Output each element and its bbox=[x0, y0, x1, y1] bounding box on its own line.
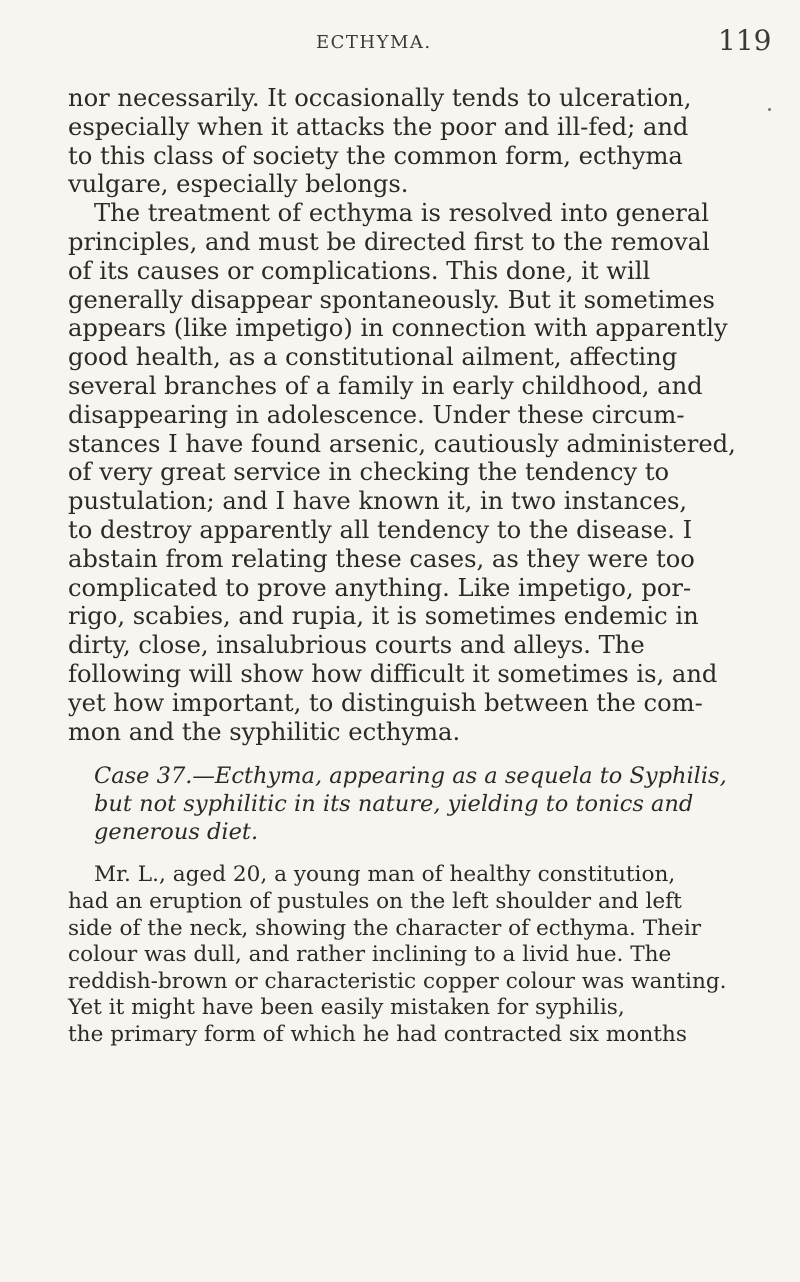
text-line: Yet it might have been easily mistaken for syphilis, bbox=[68, 995, 625, 1021]
text-line: nor necessarily. It occasionally tends to ulceration, bbox=[68, 84, 692, 112]
text-line: of very great service in checking the tendency to bbox=[68, 458, 670, 487]
case-heading-line: generous diet. bbox=[94, 819, 259, 846]
text-line: The treatment of ecthyma is resolved into general bbox=[94, 199, 710, 228]
text-line: the primary form of which he had contracted six months bbox=[68, 1021, 687, 1047]
text-line: disappearing in adolescence. Under these circum- bbox=[68, 400, 685, 429]
text-line: of its causes or complications. This done, it will bbox=[68, 256, 651, 285]
text-line: abstain from relating these cases, as they were too bbox=[68, 544, 695, 573]
text-line: dirty, close, insalubrious courts and alleys. The bbox=[68, 631, 645, 660]
text-line: colour was dull, and rather inclining to a livid hue. The bbox=[68, 942, 672, 968]
text-line: following will show how difficult it sometimes is, and bbox=[68, 659, 718, 688]
page-number: 119 bbox=[718, 24, 772, 57]
text-line: to destroy apparently all tendency to the disease. I bbox=[68, 515, 693, 544]
text-line: appears (like impetigo) in connection with apparently bbox=[68, 314, 728, 343]
case-heading-line: Case 37.—Ecthyma, appearing as a sequela to Syphilis, bbox=[94, 763, 727, 790]
running-head-title: ECTHYMA. bbox=[316, 32, 432, 53]
text-line: had an eruption of pustules on the left shoulder and left bbox=[68, 888, 682, 914]
text-line: principles, and must be directed first to the removal bbox=[68, 227, 710, 256]
text-line: reddish-brown or characteristic copper colour was wanting. bbox=[68, 968, 727, 994]
text-line: to this class of society the common form, ecthyma bbox=[68, 141, 683, 170]
text-line: generally disappear spontaneously. But it sometimes bbox=[68, 285, 715, 314]
case-heading-line: but not syphilitic in its nature, yielding to tonics and bbox=[94, 791, 694, 818]
text-line: stances I have found arsenic, cautiously administered, bbox=[68, 429, 736, 458]
text-line: several branches of a family in early childhood, and bbox=[68, 371, 703, 400]
text-line: rigo, scabies, and rupia, it is sometimes endemic in bbox=[68, 602, 699, 631]
text-line: Mr. L., aged 20, a young man of healthy constitution, bbox=[94, 862, 676, 888]
text-line: yet how important, to distinguish between the com- bbox=[68, 688, 703, 717]
text-line: pustulation; and I have known it, in two instances, bbox=[68, 487, 688, 516]
text-line: complicated to prove anything. Like impetigo, por- bbox=[68, 573, 692, 602]
text-line: mon and the syphilitic ecthyma. bbox=[68, 717, 461, 746]
text-line: especially when it attacks the poor and ill-fed; and bbox=[68, 112, 689, 141]
text-line: good health, as a constitutional ailment, affecting bbox=[68, 343, 678, 372]
margin-mark bbox=[768, 108, 771, 111]
text-line: side of the neck, showing the character of ecthyma. Their bbox=[68, 915, 702, 941]
text-line: vulgare, especially belongs. bbox=[68, 170, 409, 199]
body-text bbox=[68, 84, 768, 1048]
running-head bbox=[0, 20, 800, 60]
